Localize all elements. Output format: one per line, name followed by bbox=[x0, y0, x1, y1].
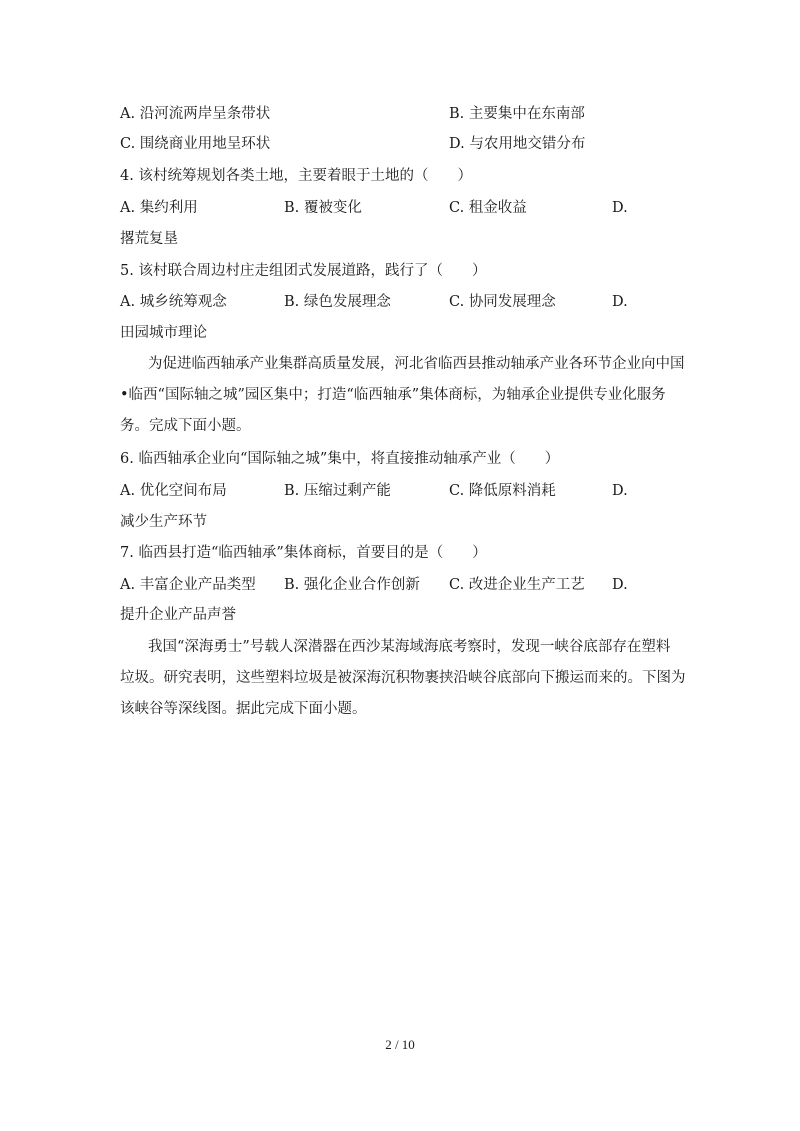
q6-option-d-text: 减少生产环节 bbox=[120, 514, 207, 530]
passage3-line3: 该峡谷等深线图。据此完成下面小题。 bbox=[120, 701, 367, 717]
q4-option-a: A. 集约利用 bbox=[120, 200, 198, 216]
q7-stem: 7. 临西县打造“临西轴承”集体商标，首要目的是（ ） bbox=[120, 545, 487, 561]
q6-option-c: C. 降低原料消耗 bbox=[449, 483, 556, 499]
q5-option-a: A. 城乡统筹观念 bbox=[120, 294, 227, 310]
q5-stem: 5. 该村联合周边村庄走组团式发展道路，践行了（ ） bbox=[120, 263, 487, 279]
q6-option-a: A. 优化空间布局 bbox=[120, 483, 227, 499]
q4-option-b: B. 覆被变化 bbox=[284, 200, 362, 216]
passage3-line1: 我国“深海勇士”号载人深潜器在西沙某海域海底考察时，发现一峡谷底部存在塑料 bbox=[148, 639, 671, 655]
q6-option-d-label: D. bbox=[612, 483, 628, 499]
q6-option-b: B. 压缩过剩产能 bbox=[284, 483, 391, 499]
passage2-line1: 为促进临西轴承产业集群高质量发展，河北省临西县推动轴承产业各环节企业向中国 bbox=[148, 356, 685, 372]
q7-option-b: B. 强化企业合作创新 bbox=[284, 577, 420, 593]
q5-option-d-label: D. bbox=[612, 294, 628, 310]
q3-option-a: A. 沿河流两岸呈条带状 bbox=[120, 106, 271, 122]
q4-option-d-text: 撂荒复垦 bbox=[120, 231, 178, 247]
page-number: 2 / 10 bbox=[385, 1037, 415, 1052]
q3-option-c: C. 围绕商业用地呈环状 bbox=[120, 136, 271, 152]
passage2-line2: •临西“国际轴之城”园区集中；打造“临西轴承”集体商标，为轴承企业提供专业化服务 bbox=[120, 387, 666, 403]
q5-option-c: C. 协同发展理念 bbox=[449, 294, 556, 310]
q6-stem: 6. 临西轴承企业向“国际轴之城”集中，将直接推动轴承产业（ ） bbox=[120, 451, 560, 467]
passage3-line2: 垃圾。研究表明，这些塑料垃圾是被深海沉积物裹挟沿峡谷底部向下搬运而来的。下图为 bbox=[120, 670, 686, 686]
passage2-line3: 务。完成下面小题。 bbox=[120, 418, 251, 434]
q4-option-d-label: D. bbox=[612, 200, 628, 216]
q3-option-b: B. 主要集中在东南部 bbox=[449, 106, 585, 122]
q5-option-d-text: 田园城市理论 bbox=[120, 325, 207, 341]
q4-option-c: C. 租金收益 bbox=[449, 200, 527, 216]
q3-option-d: D. 与农用地交错分布 bbox=[449, 136, 586, 152]
q7-option-a: A. 丰富企业产品类型 bbox=[120, 577, 256, 593]
q4-stem: 4. 该村统筹规划各类土地，主要着眼于土地的（ ） bbox=[120, 168, 472, 184]
q7-option-c: C. 改进企业生产工艺 bbox=[449, 577, 585, 593]
q7-option-d-text: 提升企业产品声誉 bbox=[120, 607, 236, 623]
q5-option-b: B. 绿色发展理念 bbox=[284, 294, 391, 310]
q7-option-d-label: D. bbox=[612, 577, 628, 593]
